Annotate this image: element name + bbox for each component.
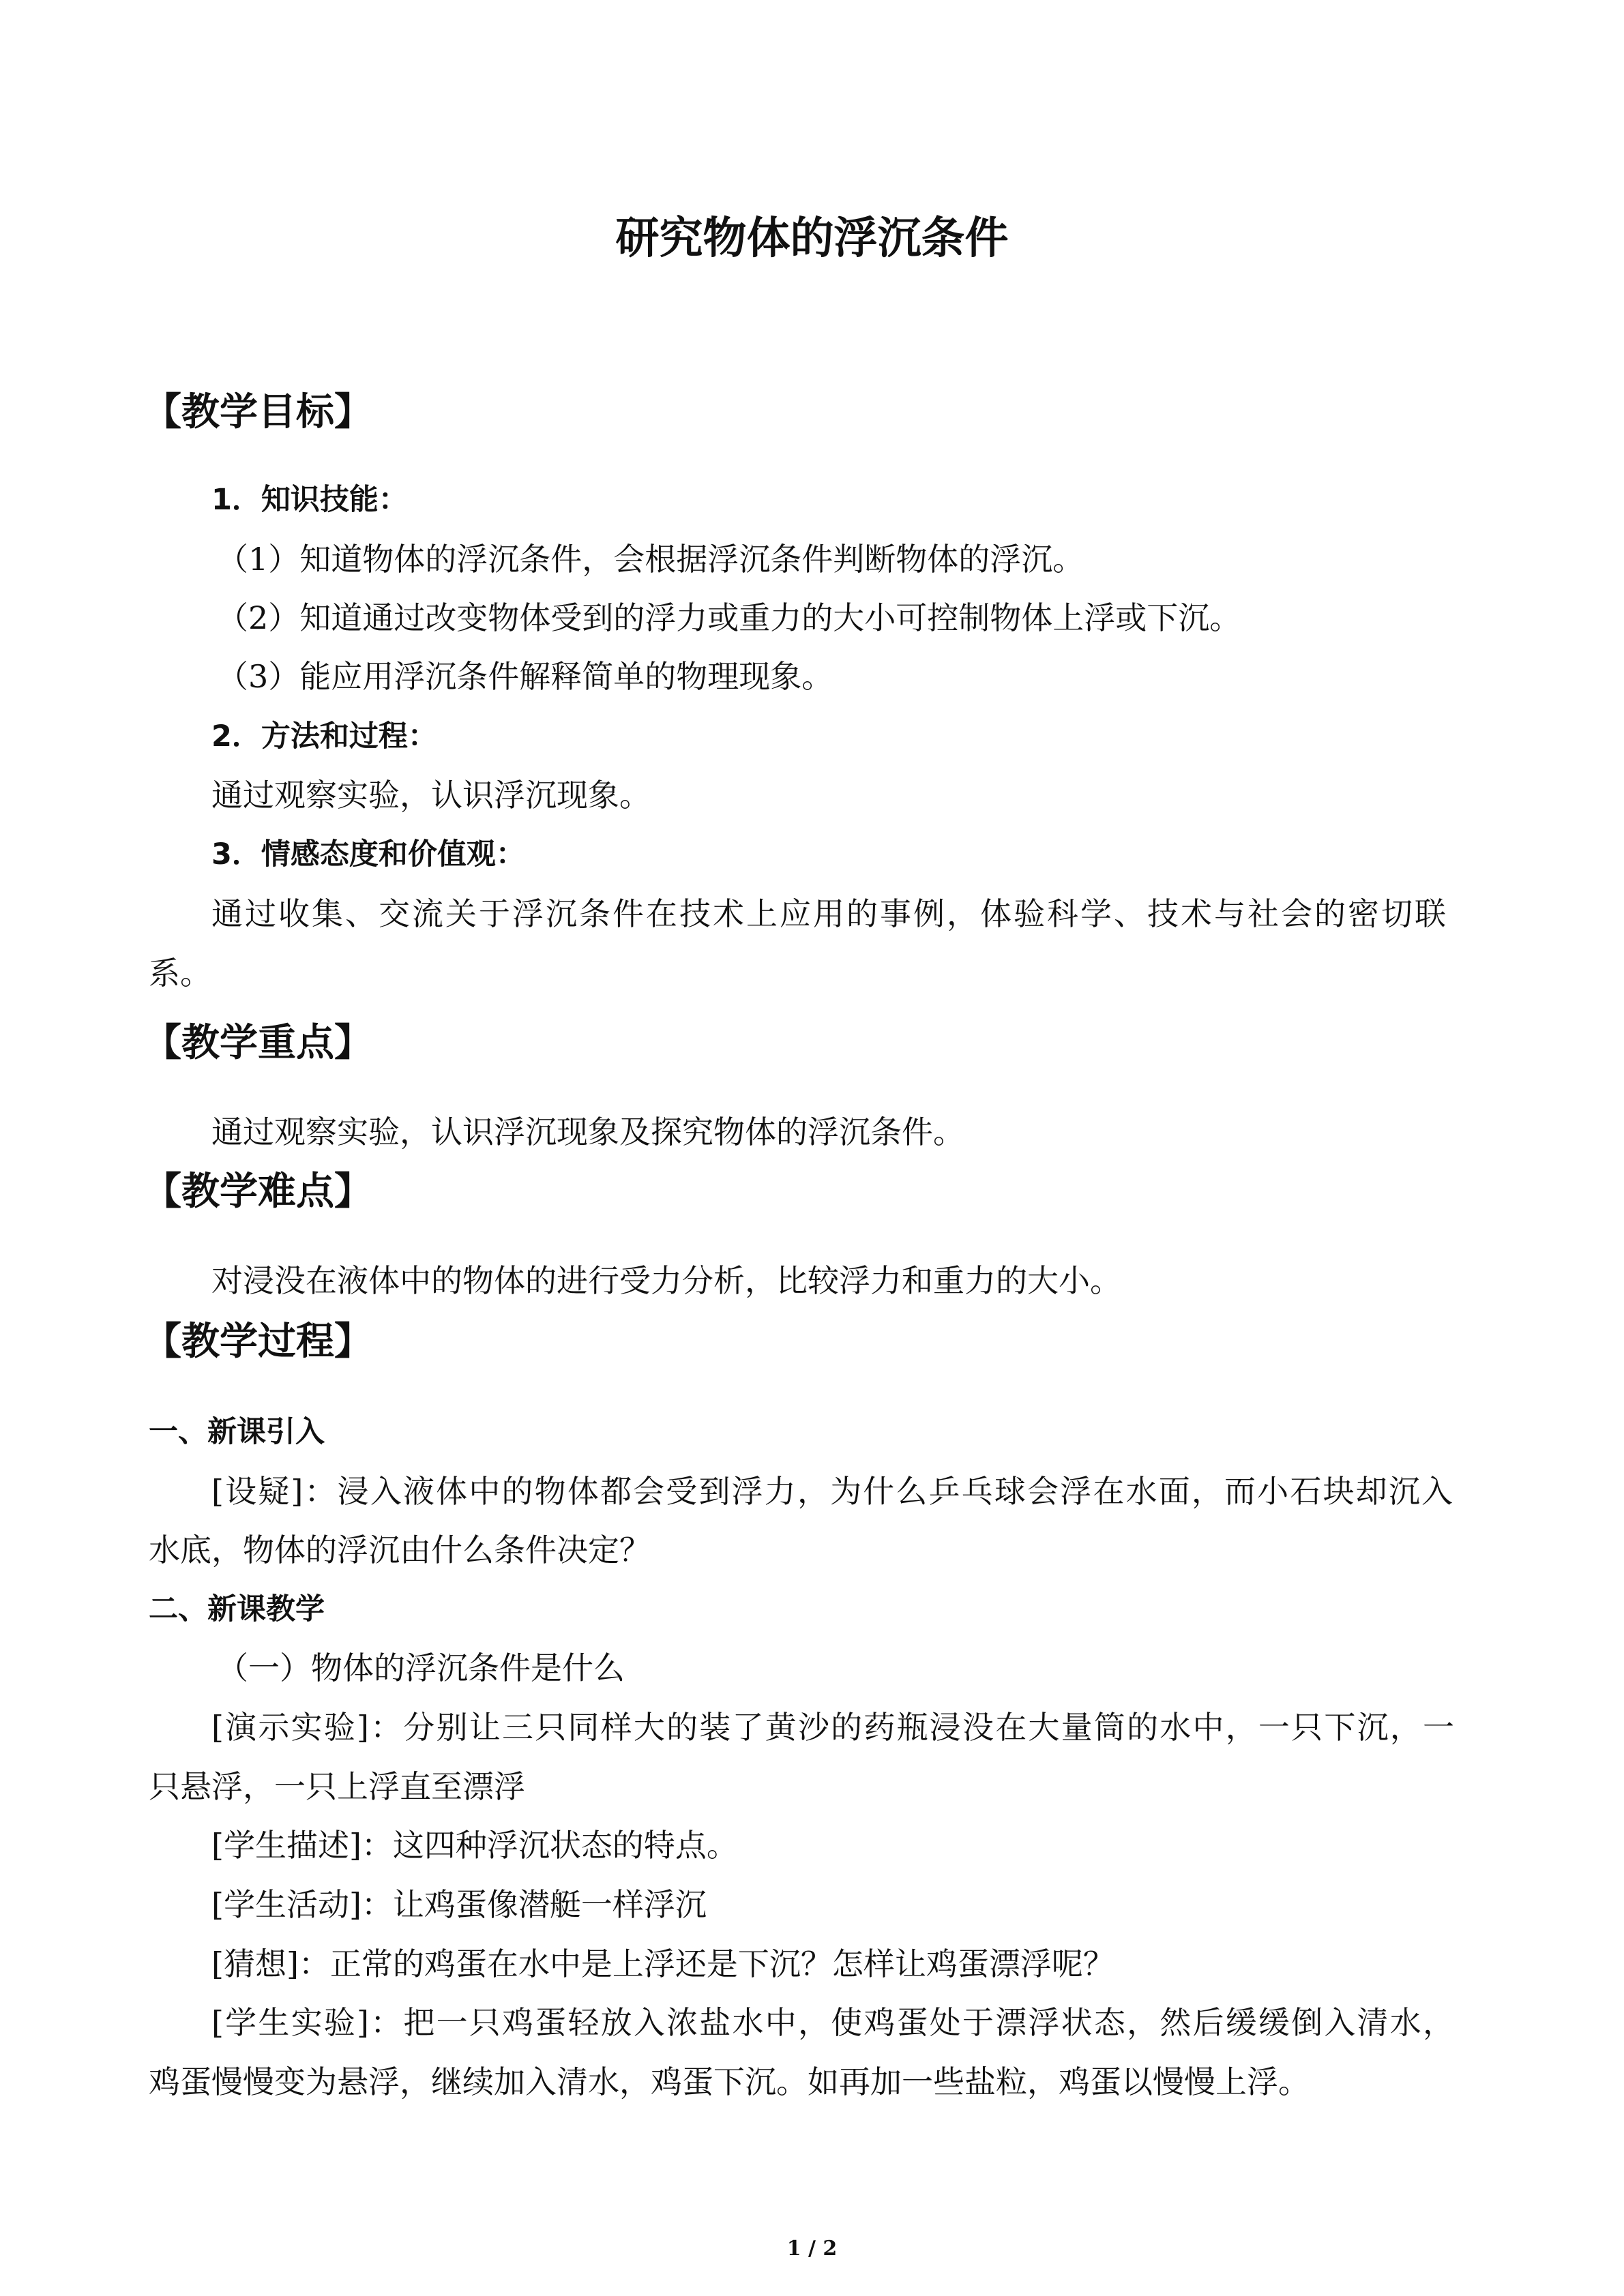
objective-method-text: 通过观察实验，认识浮沉现象。 [211, 777, 651, 814]
objective-heading-method: 2．方法和过程： [211, 719, 437, 754]
process-student-activity: [学生活动]：让鸡蛋像潜艇一样浮沉 [211, 1886, 707, 1923]
objective-item-1: （1）知道物体的浮沉条件，会根据浮沉条件判断物体的浮沉。 [217, 541, 1084, 578]
process-subheading-conditions: （一）物体的浮沉条件是什么 [217, 1650, 625, 1686]
process-heading-teaching: 二、新课教学 [149, 1592, 325, 1626]
process-question: [设疑]：浸入液体中的物体都会受到浮力，为什么乒乓球会浮在水面，而小石块却沉入 [211, 1473, 1453, 1510]
page-title: 研究物体的浮沉条件 [615, 213, 1009, 264]
section-heading-process: 【教学过程】 [143, 1320, 372, 1364]
section-heading-objectives: 【教学目标】 [143, 390, 372, 434]
page-number: 1 / 2 [786, 2237, 838, 2261]
difficulties-text: 对浸没在液体中的物体的进行受力分析，比较浮力和重力的大小。 [211, 1262, 1121, 1299]
process-demo: [演示实验]：分别让三只同样大的装了黄沙的药瓶浸没在大量筒的水中，一只下沉，一 [211, 1709, 1454, 1746]
objective-item-3: （3）能应用浮沉条件解释简单的物理现象。 [217, 658, 833, 695]
process-student-describe: [学生描述]：这四种浮沉状态的特点。 [211, 1827, 738, 1864]
section-heading-difficulties: 【教学难点】 [143, 1169, 372, 1214]
process-student-experiment-cont: 鸡蛋慢慢变为悬浮，继续加入清水，鸡蛋下沉。如再加一些盐粒，鸡蛋以慢慢上浮。 [149, 2063, 1310, 2100]
process-guess: [猜想]：正常的鸡蛋在水中是上浮还是下沉？怎样让鸡蛋漂浮呢？ [211, 1945, 1114, 1982]
process-student-experiment: [学生实验]：把一只鸡蛋轻放入浓盐水中，使鸡蛋处于漂浮状态，然后缓缓倒入清水， [211, 2004, 1454, 2041]
section-heading-key-points: 【教学重点】 [143, 1021, 372, 1065]
objective-attitude-text-cont: 系。 [149, 955, 211, 992]
objective-heading-knowledge: 1．知识技能： [211, 483, 408, 517]
objective-heading-attitude: 3．情感态度和价值观： [211, 837, 525, 871]
objective-item-2: （2）知道通过改变物体受到的浮力或重力的大小可控制物体上浮或下沉。 [217, 599, 1241, 636]
key-points-text: 通过观察实验，认识浮沉现象及探究物体的浮沉条件。 [211, 1114, 964, 1150]
process-heading-intro: 一、新课引入 [149, 1415, 325, 1449]
process-question-cont: 水底，物体的浮沉由什么条件决定？ [149, 1532, 651, 1568]
objective-attitude-text: 通过收集、交流关于浮沉条件在技术上应用的事例，体验科学、技术与社会的密切联 [211, 895, 1446, 932]
process-demo-cont: 只悬浮，一只上浮直至漂浮 [149, 1768, 525, 1805]
